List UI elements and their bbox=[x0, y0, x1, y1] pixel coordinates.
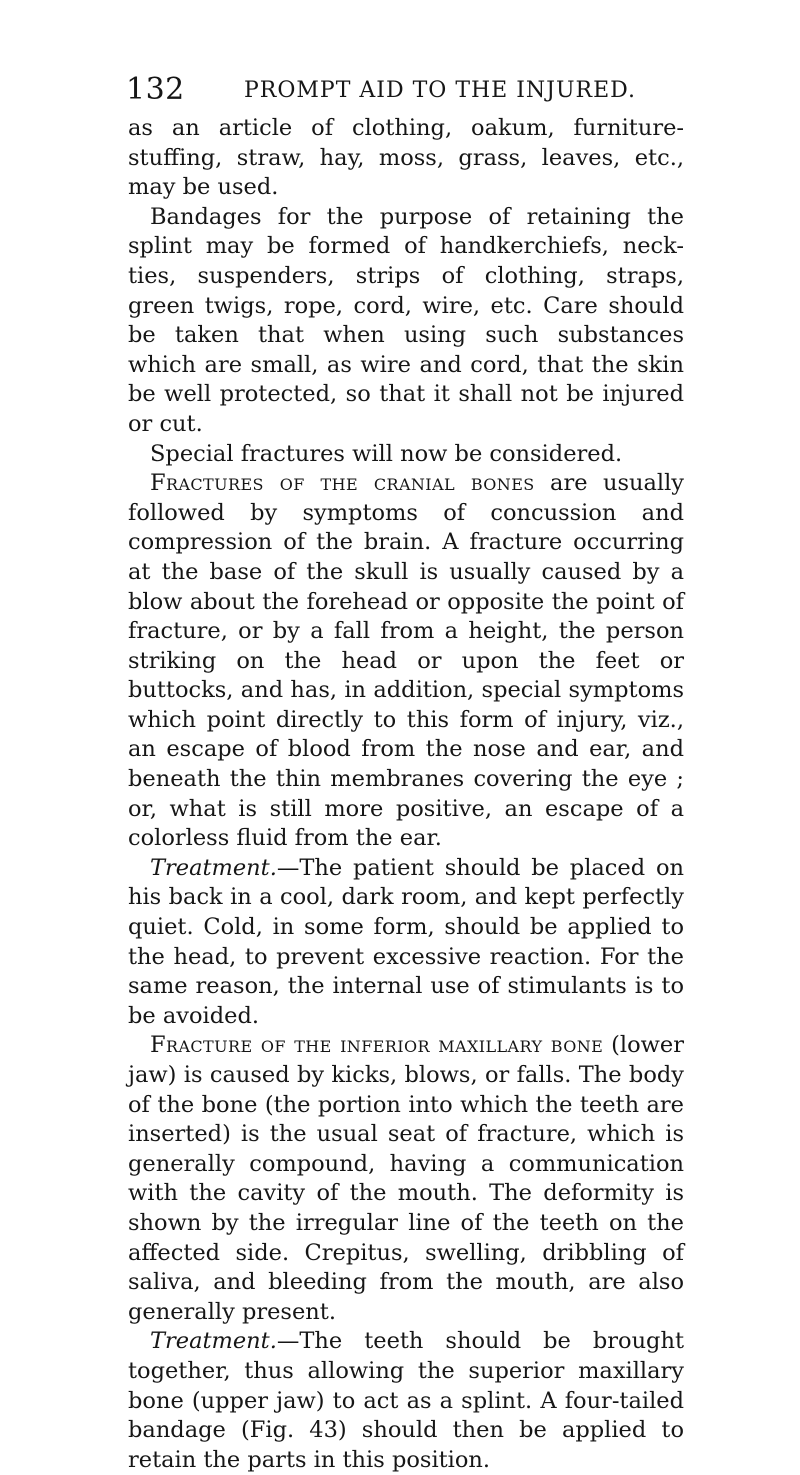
paragraph-text: (lower jaw) is caused by kicks, blows, or falls. The body of the bone (the portion into which the teeth are inserted) is the usual seat of fracture, which is generally compound, having a communication with the cavity of the mouth. The deformity is shown by the irregular line of the teeth on the affected side. Crepitus, swelling, dribbling of saliva, and bleeding from the mouth, are also generally present. bbox=[128, 1032, 684, 1325]
paragraph-continuation bbox=[128, 114, 684, 203]
paragraph-jaw-treatment bbox=[128, 1327, 684, 1475]
paragraph-jaw-fracture bbox=[128, 1031, 684, 1327]
section-heading-cranial: Fractures of the cranial bones bbox=[150, 470, 535, 497]
paragraph-text: are usually followed by symptoms of concussion and compression of the brain. A fracture occurring at the base of the skull is usually caused by a blow about the forehead or opposite the point of fracture, or by a fall from a height, the person striking on the head or upon the feet or buttocks, and has, in addition, special symptoms which point directly to this form of injury, viz., an escape of blood from the nose and ear, and beneath the thin membranes covering the eye ; or, what is still more positive, an escape of a colorless fluid from the ear. bbox=[128, 470, 684, 852]
paragraph-text: —The teeth should be brought together, thus allowing the superior maxillary bone (upper jaw) to act as a splint. A four-tailed bandage (Fig. 43) should then be applied to retain the parts in this position. bbox=[128, 1328, 684, 1473]
running-title: PROMPT AID TO THE INJURED. bbox=[244, 78, 636, 103]
treatment-heading: Treatment. bbox=[150, 854, 277, 881]
paragraph-text: as an article of clothing, oakum, furniture-stuffing, straw, hay, moss, grass, leaves, etc., may be used. bbox=[128, 115, 684, 201]
page-number: 132 bbox=[126, 72, 185, 107]
paragraph-cranial-treatment bbox=[128, 854, 684, 1032]
paragraph-text: —The patient should be placed on his back in a cool, dark room, and kept perfectly quiet. Cold, in some form, should be applied to the head, to prevent excessive reaction. For the same reason, the internal use of stimulants is to be avoided. bbox=[128, 854, 684, 1029]
paragraph-bandages bbox=[128, 203, 684, 440]
paragraph-special-fractures bbox=[128, 440, 684, 470]
paragraph-text: Special fractures will now be considered. bbox=[150, 440, 623, 467]
paragraph-text: Bandages for the purpose of retaining the splint may be formed of handkerchiefs, neck-ties, suspenders, strips of clothing, straps, green twigs, rope, cord, wire, etc. Care should be taken that when using such substances which are small, as wire and cord, that the skin be well protected, so that it shall not be injured or cut. bbox=[128, 203, 684, 437]
page-header bbox=[126, 72, 686, 112]
body-text bbox=[128, 114, 684, 1475]
treatment-heading: Treatment. bbox=[150, 1328, 277, 1355]
paragraph-cranial-fractures bbox=[128, 469, 684, 854]
section-heading-jaw: Fracture of the inferior maxillary bone bbox=[150, 1032, 604, 1059]
